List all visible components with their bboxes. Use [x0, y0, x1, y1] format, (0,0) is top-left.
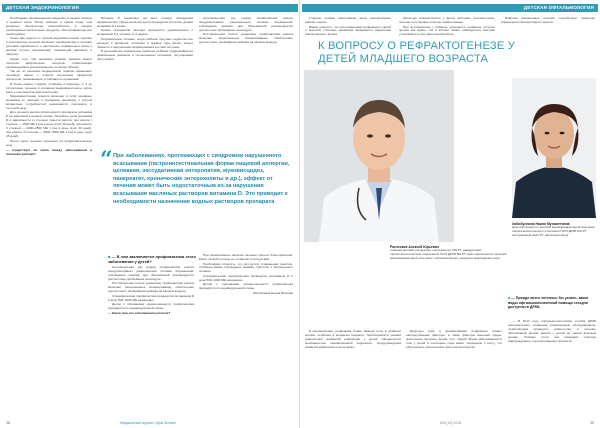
paragraph: Антенатальная (до родов) профилактика рахита предусматривает рациональное питание беременной, соблюдение режима дня. Беременной рекомендуется достаточное пребывание на воздухе. — [199, 17, 293, 32]
paragraph: стороны, снижая заболевание через определённые ранние отделы. — [305, 17, 391, 24]
doctor2-caption — [512, 222, 598, 238]
paragraph: Витамин D назначают на весь период проведения профилактики. Перед началом курса проводится контроль уровня витамина D в крови. — [97, 17, 193, 28]
doctor1-bio: главный детский специалист офтальмолог МЗ РТ, заведующий офтальмологическим отделением ГАУЗ ДРКБ МЗ РТ, врач-офтальмолог высшей квалификационной категории, офтальмохирург, кандидат медицинских наук — [390, 248, 507, 261]
interview-subhead: — Существует ли связь между заболеванием и питанием ребенка? — [6, 147, 92, 156]
paragraph: Ведущую роль в формировании рефракции играют наследственные факторы, а также факторы внешней среды, зрительные нагрузки. Кроме того, общий объём заболеваемости глаз у детей в последние годы имеет тенденцию к росту, что обусловлено увеличением зрительной нагрузки. — [406, 330, 502, 349]
left-column-2 — [97, 17, 193, 99]
paragraph: Так же по решению медицинской терапии применяют лечебные ванны с хорошо изученным эффектом процессов, повышающие устойчивость организма. — [6, 69, 92, 82]
paragraph: Приём препаратов кальция проводится одновременно с витамином D в течение 3–4 недель. — [97, 28, 193, 37]
paragraph: Для лечения рахита используются препараты витамина D на масляной и водной основе. Лечебные дозы витамина D в зависимости от степени тяжести рахита: при рахите I степени — 1500 МЕ 1 раз в день (курс 30 дней), при рахите II степени — 2000–2500 МЕ 1 раз в день (курс 30 дней), при рахите III степени — 3000–4000 МЕ 1 раз в день (курс 45 дней). — [6, 110, 92, 139]
paragraph: При астигматизме у ребёнка отмечается снижение остроты зрения как вдаль, так и вблизи, может наблюдаться быстрая утомляемость при зрительной работе. — [399, 24, 495, 37]
article-title: К ВОПРОСУ О РЕФРАКТОГЕНЕЗЕ У ДЕТЕЙ МЛАДШЕГО ВОЗРАСТА — [318, 40, 516, 65]
paragraph: Постнатальная (после рождения) профилактика рахита включает рациональное вскармливание, обеспечение достаточного пребывания ребёнка на свежем воздухе. — [108, 281, 194, 294]
section-header-left: ДЕТСКАЯ ЭНДОКРИНОЛОГИЯ — [2, 4, 298, 12]
pull-quote — [113, 153, 291, 245]
paragraph: Необходимо отметить, что для детей, страдающих рахитом, особенно важно соблюдение режима, прогулок и полноценного питания. — [199, 261, 293, 274]
interview-question — [108, 254, 198, 264]
issue-footer: №6 (18) 2018 — [440, 421, 461, 425]
paragraph: Детям с признаками недоношенности профилактика проводится по индивидуальной схеме. — [108, 302, 194, 311]
right-page — [300, 0, 600, 428]
quote-mark-icon: “ — [100, 147, 113, 173]
doctor2-name: Хабибуллина Наиля Мухаметовна — [512, 222, 570, 226]
section-header-right: ДЕТСКАЯ ОФТАЛЬМОЛОГИЯ — [302, 4, 598, 12]
right-intro-mid — [406, 330, 502, 416]
page-number: 38 — [6, 421, 10, 425]
interview-question-right — [508, 296, 598, 310]
doctor2-bio: врач-офтальмолог высшей квалификационной категории офтальмологического отделения ГАУЗ ДРКБ МЗ РТ, заслуженный врач РТ, офтальмохирург — [512, 225, 595, 238]
paragraph: Постнатальная (после рождения) профилактика рахита включает рациональное вскармливание, обеспечение достаточного пребывания ребёнка на свежем воздухе. — [199, 32, 293, 45]
left-column-1 — [6, 17, 92, 412]
doctor1-name: Расческов Алексей Юрьевич — [390, 245, 439, 249]
interview-question-text: — Прежде всего хотелось бы узнать, какие виды офтальмологической помощи сегодня доступны в ДРКБ. — [508, 296, 589, 310]
paragraph: В рассмотрении, рефракции играет важную роль в развитии зрения, особенно в младшем возрасте. Необходимость ранней диагностики аномалий рефракции у детей определяется возможностью своевременной коррекции, предупреждения развития амблиопии и косоглазия. — [305, 330, 401, 349]
bullet-marker-icon: ■ — [508, 296, 511, 300]
paragraph: Антенатальная (до родов) профилактика рахита предусматривает рациональное питание беременной, соблюдение режима дня. Беременной рекомендуется достаточное пребывание на воздухе. — [108, 266, 194, 281]
interview-subhead: — Каков прогноз заболевания рахитом? — [108, 311, 171, 316]
paragraph: Необходимо своевременное введение в рацион творога и нежного мяса. Вечер ребенок и приём пищи, чем вечернее. Желательно разнообразить в рацион необходимые питательные продукты, обеспечивающие все необходимое. — [6, 17, 92, 36]
paragraph: Медикаментозная терапия включает в себя основные витамины D, кальций и препараты фосфора; с учётом возрастных потребностей назначаются препараты в суточной дозе. — [6, 94, 92, 110]
journal-name: Медицинский журнал «Дом Жизни» — [120, 421, 177, 425]
interview-question-text: — В чем заключается профилактика этого заболевания у детей? — [108, 254, 196, 264]
right-intro-left — [305, 330, 401, 416]
doctor1-caption — [390, 245, 508, 261]
right-intro-right — [508, 320, 596, 416]
paragraph: Зачастую гиперметропия у детей протекает бессимптомно, поэтому регулярные осмотры крайне важны. — [399, 17, 495, 24]
paragraph: — В 2017 году офтальмологическая служба ДРКБ дополнительно оснащена современным оборудованием, позволяющим проводить диагностику и лечение заболеваний органа зрения у детей на самом высоком уровне. Помимо этого, мы проводим осмотры новорождённых и детей младшего возраста. — [508, 320, 596, 343]
paragraph: Неправильное питание, когда ребёнок получает недостаточно кальция и фосфора, особенно в первые годы жизни, может привести к нарушениям формирования костной системы. — [97, 36, 193, 49]
author-credit: Беседовала Елена Волкова — [253, 290, 293, 295]
paragraph: Специфическая профилактика проводится витамином D в дозе 500–1000 МЕ ежедневно. — [199, 273, 293, 282]
paragraph: В дальнейшем нормальное развитие ребёнка поддерживается правильным режимом и полноценным питанием, регулярными прогулками. — [97, 49, 193, 62]
paragraph: Кроме того, при активном режиме ребенок может лечиться амбулаторно; контроль стабилизации рекомендуемых кратковременно по всему объёму. — [6, 56, 92, 69]
paragraph: В более ранних стадиях, особенно в переходе от 6 до 12 месяцев, лечение в основном медикаментозное, курсы ванн и систематический мониторинг. — [6, 81, 92, 94]
paragraph: Вовремя назначенное лечение способствует развитию нормального бинокулярного зрения. — [501, 17, 595, 24]
doctor-photo-female — [512, 78, 596, 218]
bullet-marker-icon: ■ — [108, 254, 111, 259]
paragraph: Через две недели от начала медикаментозной терапии и комплексное лечение включает профилактику и питание (условия нормального и увеличение нормального веса) и массаж (лучше криомассаж), снижающий давление и нагрузку. — [6, 36, 92, 57]
paragraph: Специфическая профилактика проводится витамином D в дозе 500–1000 МЕ ежедневно. — [108, 293, 194, 302]
page-number: 39 — [590, 421, 594, 425]
left-column-3-top — [199, 17, 293, 99]
paragraph: При своевременно начатом лечении прогноз благоприятный. Рахит лёгкой степени не оставляет последствий. — [199, 254, 293, 261]
left-column-2-bottom — [108, 266, 194, 416]
left-column-3-bottom — [199, 254, 293, 414]
paragraph: После курса лечения переходят на профилактическую дозу. — [6, 138, 92, 147]
doctor-photo-male — [304, 70, 454, 242]
paragraph: Важно отметить, что при изменениях рефракции у детей с высокой степенью аномалий выявляются нарушения бинокулярного зрения. — [305, 24, 391, 37]
pull-quote-text: При заболеваниях, протекающих с синдромом нарушенного всасывания (гастроинтестинальная форма пищевой аллергии, целиакия, экссудативная энтеропатия, муковисцидоз, панкреатит, хронические энтероколиты и др.), эффект от лечения может быть недостаточным из-за нарушения всасывания масляных растворов витамина D. Это приводит к необходимости назначения водных растворов препарата — [113, 153, 290, 205]
journal-footer — [120, 421, 176, 425]
paragraph: Детям с признаками недоношенности профилактика проводится по индивидуальной схеме. — [199, 282, 293, 291]
